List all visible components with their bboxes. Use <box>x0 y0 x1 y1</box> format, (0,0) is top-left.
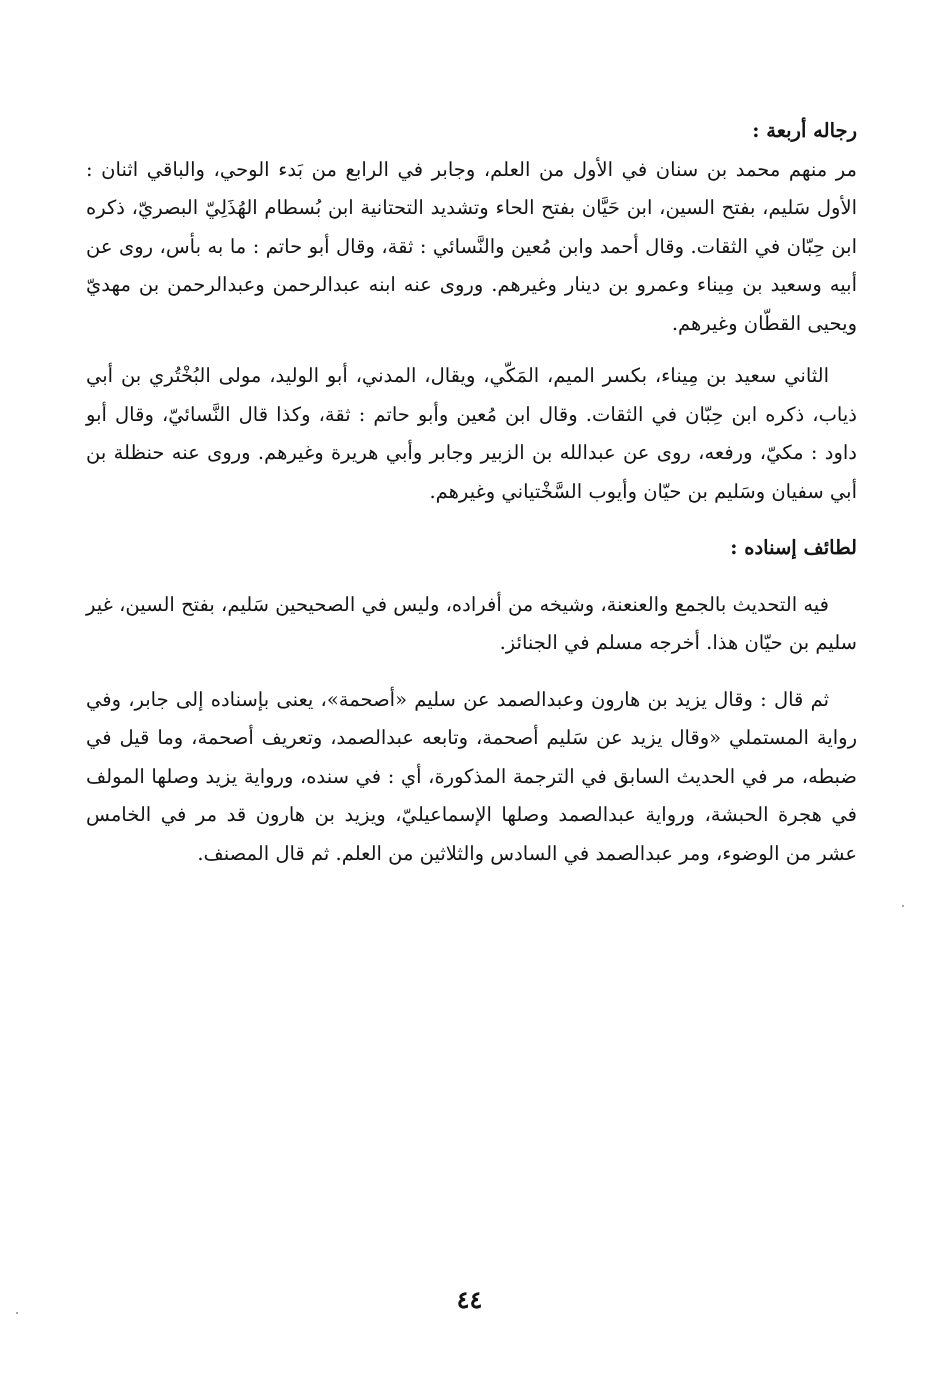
scan-speck <box>16 1312 18 1314</box>
scan-speck <box>902 905 904 907</box>
paragraph-gap <box>86 568 857 586</box>
narrators-paragraph-2: الثاني سعيد بن مِيناء، بكسر الميم، المَكّي، ويقال، المدني، أبو الوليد، مولى البُخْتُري بن أبي ذياب، ذكره ابن حِبّان في الثقات. وقال ابن مُعين وأبو حاتم : ثقة، وكذا قال النَّسائيّ، وقال أبو داود : مكيّ، ورفعه، روى عن عبدالله بن الزبير وجابر وأبي هريرة وغيرهم. وروى عنه حنظلة بن أبي سفيان وسَليم بن حيّان وأيوب السَّخْتياني وغيرهم. <box>86 364 857 503</box>
section-gap <box>86 511 857 529</box>
section-gap <box>86 663 857 681</box>
isnad-paragraph: فيه التحديث بالجمع والعنعنة، وشيخه من أفراده، وليس في الصحيحين سَليم، بفتح السين، غير سليم بن حيّان هذا. أخرجه مسلم في الجنائز. <box>86 592 857 654</box>
page-body <box>86 112 857 873</box>
isnad-heading: لطائف إسناده : <box>730 536 857 559</box>
paragraph-gap <box>86 343 857 357</box>
page-number: ٤٤ <box>456 1285 483 1314</box>
narrators-heading: رجاله أربعة : <box>752 119 857 142</box>
continuation-paragraph: ثم قال : وقال يزيد بن هارون وعبدالصمد عن سليم «أصحمة»، يعنى بإسناده إلى جابر، وفي رواية المستملي «وقال يزيد عن سَليم أصحمة، وتابعه عبدالصمد، وتعريف أصحمة، وما قيل في ضبطه، مر في الحديث السابق في الترجمة المذكورة، أي : في سنده، ورواية يزيد وصلها المولف في هجرة الحبشة، ورواية عبدالصمد وصلها الإسماعيليّ، ويزيد بن هارون قد مر في الخامس عشر من الوضوء، ومر عبدالصمد في السادس والثلاثين من العلم. ثم قال المصنف. <box>86 687 857 865</box>
narrators-paragraph-1: مر منهم محمد بن سنان في الأول من العلم، وجابر في الرابع من بَدء الوحي، والباقي اثنان : الأول سَليم، بفتح السين، ابن حَيَّان بفتح الحاء وتشديد التحتانية ابن بُسطام الهُذَلِيّ البصريّ، ذكره ابن حِبّان في الثقات. وقال أحمد وابن مُعين والنَّسائي : ثقة، وقال أبو حاتم : ما به بأس، روى عن أبيه وسعيد بن مِيناء وعمرو بن دينار وغيرهم. وروى عنه ابنه عبدالرحمن وعبدالرحمن بن مهديّ ويحيى القطّان وغيرهم. <box>86 157 857 335</box>
